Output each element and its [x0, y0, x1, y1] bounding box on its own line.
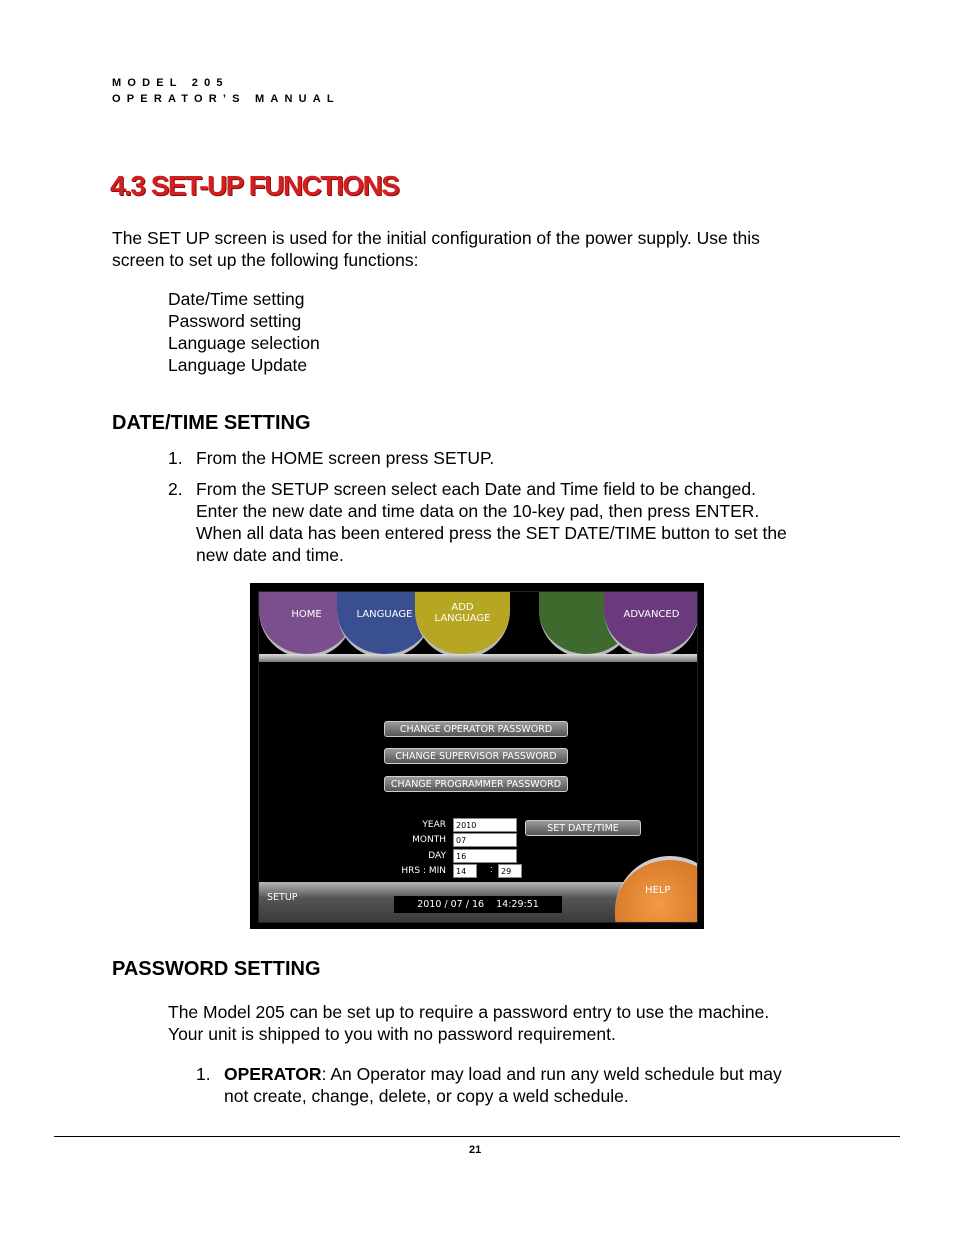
operator-term: OPERATOR — [224, 1064, 322, 1084]
tab-label: HOME — [291, 609, 322, 620]
item-text: : An Operator may load and run any weld schedule but may — [321, 1064, 782, 1084]
manual-name-header: OPERATOR’S MANUAL — [112, 93, 340, 105]
minutes-field[interactable]: 29 — [498, 864, 522, 878]
item-number: 1. — [196, 1064, 211, 1084]
step-number: 2. — [168, 479, 183, 499]
top-bar — [259, 654, 697, 662]
step-text: From the SETUP screen select each Date and Time field to be changed. — [196, 479, 756, 499]
intro-line: The SET UP screen is used for the initial configuration of the power supply. Use this — [112, 228, 760, 248]
step-text: Enter the new date and time data on the 10-key pad, then press ENTER. — [196, 501, 760, 521]
tab-add-language[interactable] — [415, 591, 510, 658]
operator-item — [196, 1063, 782, 1107]
setup-screen — [258, 591, 698, 923]
hrs-min-label: HRS : MIN — [401, 866, 446, 876]
date-time-heading: DATE/TIME SETTING — [112, 412, 311, 434]
function-list — [168, 288, 320, 376]
time-colon: : — [490, 864, 493, 874]
step-text: When all data has been entered press the SET DATE/TIME button to set the — [196, 523, 787, 543]
day-field[interactable]: 16 — [453, 849, 517, 863]
datetime-display: 2010 / 07 / 16 14:29:51 — [394, 896, 562, 913]
list-item: Language Update — [168, 355, 308, 375]
manual-model-header: MODEL 205 — [112, 77, 229, 89]
help-button[interactable] — [615, 856, 698, 923]
footer-rule — [54, 1136, 900, 1137]
list-item: Language selection — [168, 333, 320, 353]
step-2 — [168, 478, 787, 566]
hours-field[interactable]: 14 — [453, 864, 477, 878]
change-operator-password-button[interactable]: CHANGE OPERATOR PASSWORD — [384, 721, 568, 737]
intro-line: screen to set up the following functions: — [112, 250, 419, 270]
month-field[interactable]: 07 — [453, 833, 517, 847]
password-paragraph — [168, 1001, 769, 1045]
change-supervisor-password-button[interactable]: CHANGE SUPERVISOR PASSWORD — [384, 748, 568, 764]
step-1 — [168, 447, 494, 469]
tab-label: LANGUAGE — [356, 609, 413, 620]
page-number: 21 — [469, 1144, 482, 1156]
paragraph-line: Your unit is shipped to you with no password requirement. — [168, 1024, 616, 1044]
tab-label: ADVANCED — [623, 609, 680, 620]
set-date-time-button[interactable]: SET DATE/TIME — [525, 820, 641, 836]
section-title: 4.3 SET-UP FUNCTIONS — [110, 170, 399, 201]
tab-label: ADD LANGUAGE — [434, 602, 491, 624]
help-label: HELP — [645, 885, 671, 896]
intro-paragraph — [112, 227, 760, 271]
step-text: From the HOME screen press SETUP. — [196, 448, 495, 468]
password-heading: PASSWORD SETTING — [112, 958, 321, 980]
change-programmer-password-button[interactable]: CHANGE PROGRAMMER PASSWORD — [384, 776, 568, 792]
paragraph-line: The Model 205 can be set up to require a password entry to use the machine. — [168, 1002, 770, 1022]
screen-name: SETUP — [267, 892, 298, 903]
item-text: not create, change, delete, or copy a weld schedule. — [224, 1086, 629, 1106]
step-text: new date and time. — [196, 545, 344, 565]
tab-advanced[interactable] — [604, 591, 698, 658]
year-label: YEAR — [422, 820, 446, 830]
step-number: 1. — [168, 448, 183, 468]
year-field[interactable]: 2010 — [453, 818, 517, 832]
month-label: MONTH — [412, 835, 446, 845]
list-item: Date/Time setting — [168, 289, 305, 309]
list-item: Password setting — [168, 311, 302, 331]
setup-screen-figure — [250, 583, 704, 929]
day-label: DAY — [428, 851, 446, 861]
